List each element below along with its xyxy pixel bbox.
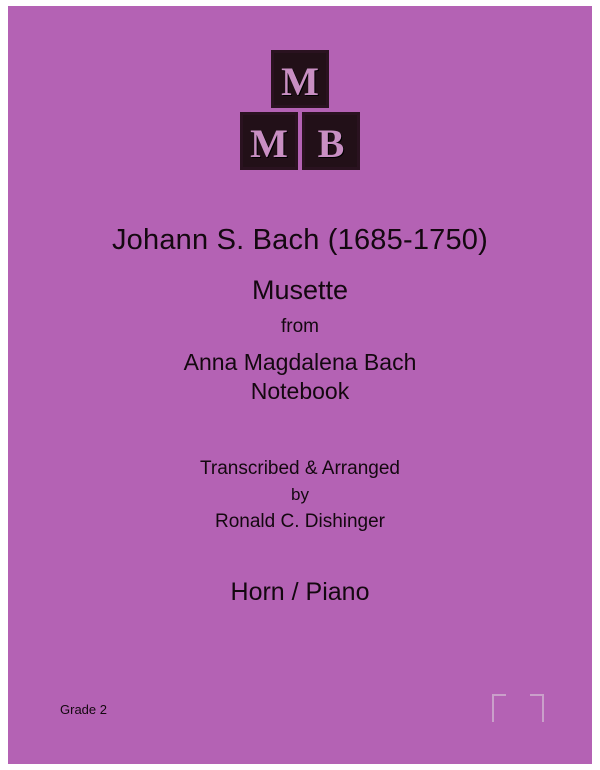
grade-label: Grade 2 — [60, 702, 107, 717]
composer-name: Johann S. Bach (1685-1750) — [111, 224, 488, 256]
corner-bracket-mark — [492, 694, 544, 726]
by-label: by — [291, 484, 309, 504]
work-title: Musette — [251, 275, 349, 306]
logo-row-bottom — [8, 112, 592, 170]
source-title-line-2: Notebook — [250, 377, 350, 404]
arranger-name: Ronald C. Dishinger — [214, 511, 386, 533]
title-block — [8, 224, 592, 406]
monogram-letter-m-bottom: M — [240, 112, 298, 170]
from-label: from — [281, 316, 319, 338]
logo-row-top — [8, 50, 592, 108]
instrumentation-label: Horn / Piano — [230, 578, 370, 606]
credits-block — [8, 456, 592, 538]
arrangement-label: Transcribed & Arranged — [200, 458, 400, 479]
cover-background — [8, 6, 592, 764]
publisher-logo — [8, 50, 592, 170]
corner-bracket-right — [530, 694, 544, 722]
source-title-line-1: Anna Magdalena Bach — [183, 349, 417, 376]
corner-bracket-left — [492, 694, 506, 722]
monogram-letter-m-top: M — [271, 50, 329, 108]
monogram-letter-b: B — [302, 112, 360, 170]
